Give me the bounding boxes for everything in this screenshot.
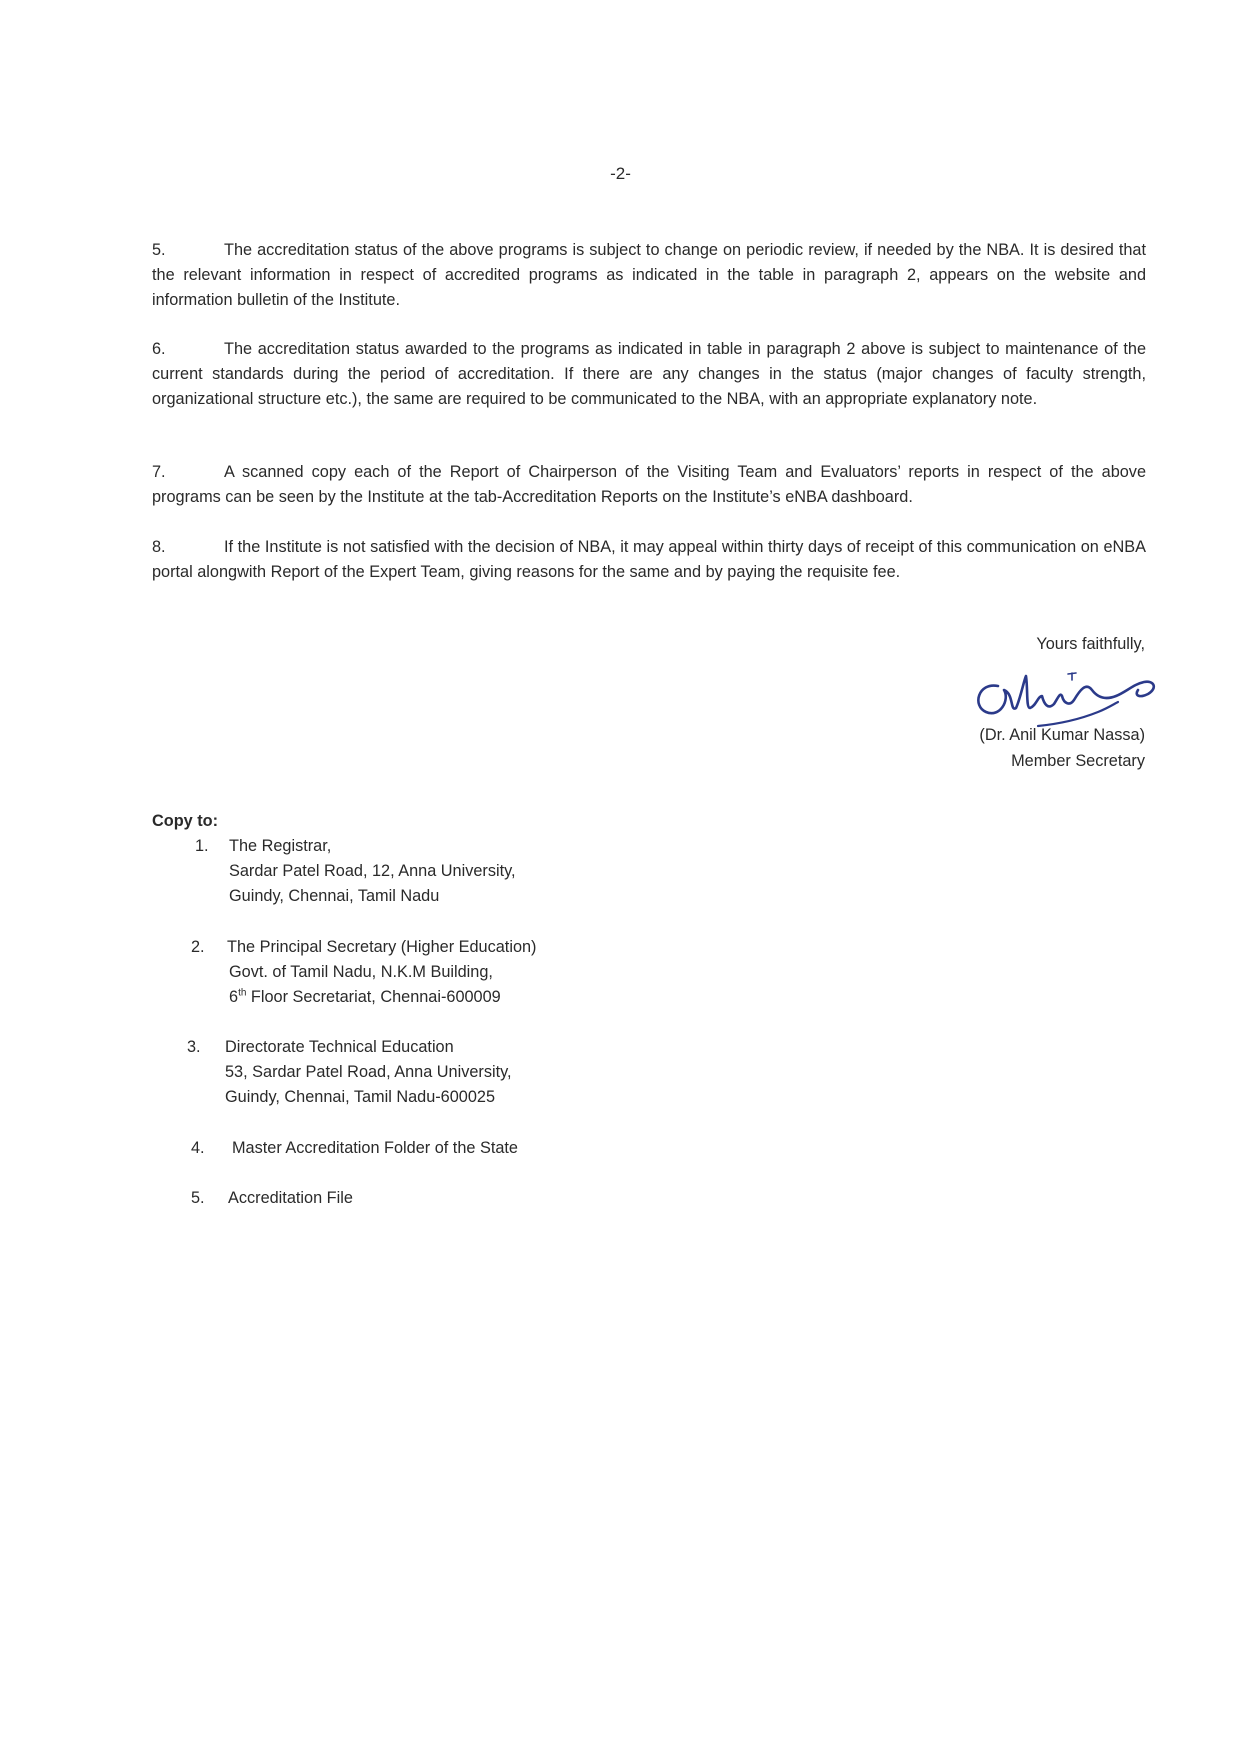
copy-item-line: Directorate Technical Education xyxy=(225,1038,454,1056)
paragraph-text: A scanned copy each of the Report of Chairperson of the Visiting Team and Evaluators’ reports in respect of the above programs can be seen by the Institute at the tab-Accreditation Reports on the Institute’s eNBA dashboard. xyxy=(152,463,1146,506)
paragraph-number: 8. xyxy=(152,538,166,556)
closing-salutation: Yours faithfully, xyxy=(1036,635,1145,653)
floor-text: Floor Secretariat, Chennai-600009 xyxy=(246,988,501,1006)
copy-item-line: Guindy, Chennai, Tamil Nadu-600025 xyxy=(225,1088,496,1106)
copy-item-number: 4. xyxy=(191,1139,205,1157)
paragraph-text: If the Institute is not satisfied with the decision of NBA, it may appeal within thirty days of receipt of this communication on eNBA portal alongwith Report of the Expert Team, giving reasons for the same and by paying the requisite fee. xyxy=(152,538,1146,581)
copy-item-number: 1. xyxy=(195,837,209,855)
copy-item-line: Guindy, Chennai, Tamil Nadu xyxy=(229,887,440,905)
paragraph-5 xyxy=(152,238,1146,313)
copy-item-line: Accreditation File xyxy=(228,1189,353,1207)
signatory-title: Member Secretary xyxy=(1011,752,1145,770)
copy-item-number: 2. xyxy=(191,938,205,956)
copy-item-line: 53, Sardar Patel Road, Anna University, xyxy=(225,1063,512,1081)
paragraph-8 xyxy=(152,535,1146,585)
paragraph-text: The accreditation status awarded to the programs as indicated in table in paragraph 2 above is subject to maintenance of the current standards during the period of accreditation. If there are any changes in the status (major changes of faculty strength, organizational structure etc.), the same are required to be communicated to the NBA, with an appropriate explanatory note. xyxy=(152,340,1146,408)
paragraph-number: 5. xyxy=(152,241,166,259)
copy-item-line: Master Accreditation Folder of the State xyxy=(232,1139,518,1157)
copy-item-number: 3. xyxy=(187,1038,201,1056)
copy-item-line: Govt. of Tamil Nadu, N.K.M Building, xyxy=(229,963,493,981)
paragraph-number: 6. xyxy=(152,340,166,358)
signature-image xyxy=(968,660,1168,730)
paragraph-7 xyxy=(152,460,1146,510)
paragraph-text: The accreditation status of the above programs is subject to change on periodic review, if needed by the NBA. It is desired that the relevant information in respect of accredited programs as indicated in the table in paragraph 2, appears on the website and information bulletin of the Institute. xyxy=(152,241,1146,309)
signatory-name: (Dr. Anil Kumar Nassa) xyxy=(979,726,1145,744)
floor-suffix: th xyxy=(238,987,247,999)
copy-item-line-floor xyxy=(227,985,536,1010)
copy-item-line: Sardar Patel Road, 12, Anna University, xyxy=(229,862,516,880)
copy-item-line: The Principal Secretary (Higher Education) xyxy=(227,938,537,956)
page-number: -2- xyxy=(610,164,631,183)
paragraph-number: 7. xyxy=(152,463,166,481)
copy-item-number: 5. xyxy=(191,1189,205,1207)
floor-number: 6 xyxy=(229,988,239,1006)
copy-to-heading: Copy to: xyxy=(152,812,219,830)
paragraph-6 xyxy=(152,337,1146,412)
copy-item-line: The Registrar, xyxy=(229,837,332,855)
